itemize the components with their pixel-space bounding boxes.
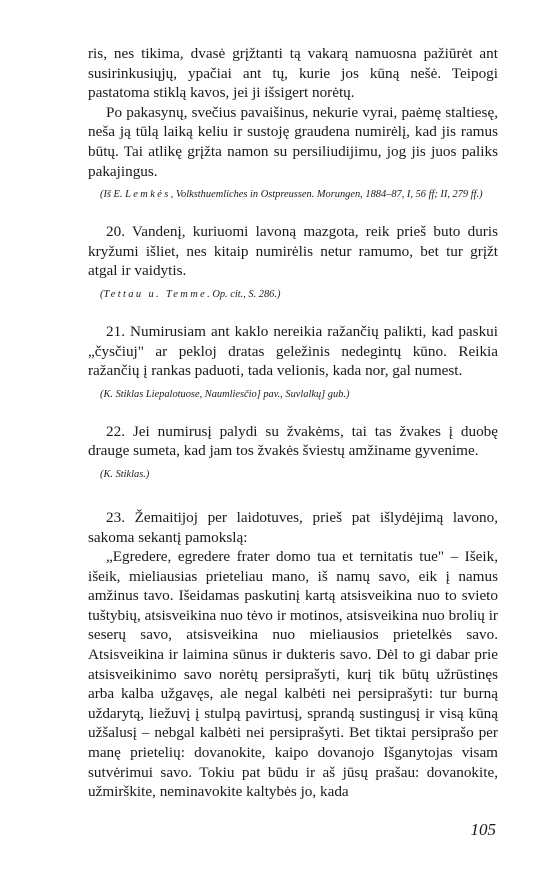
item-20: 20. Vandenį, kuriuomi lavoną mazgota, reik prieš buto duris kryžumi išliet, nes kitaip numirėlis netur ramumo, bet tur grįžt atgal ir vaidytis.	[88, 223, 498, 280]
source-citation-tettau	[88, 288, 498, 302]
item-23-sermon: „Egredere, egredere frater domo tua et ternitatis tue" – Išeik, išeik, mieliausias prieteliau mano, iš namų savo, eik į namus amžinus tavo. Išeidamas paskutinį kartą atsisveikina nuo to svieto tuštybių, atsisveikina nuo tėvo ir motinos, atsisveikina nuo brolių ir seserų savo, atsisveikina nuo mieliausios prietelkės savo. Atsisveikina ir laimina sūnus ir dukteris savo. Dėl to gi dabar prie atsisveikinimo savo norėtų persiprašyti, kurį tik būtų užrūstinęs arba kalba užgavęs, ale negal kalbėti nei persiprašyti: tur burną uždarytą, liežuvį į stulpą pavirtusį, sprandą sustingusį ir visą kūną užšalusį – nebgal kalbėti nei persiprašyti. Bet tiktai persiprašo per manę prietelių: dovanokite, kaipo dovanojo Išganytojas visam sutvėrimui savo. Tokiu pat būdu ir aš jūsų prašau: dovanokite, užmirškite, neminavokite kaltybės jo, kada	[88, 548, 498, 801]
item-22: 22. Jei numirusį palydi su žvakėms, tai tas žvakes į duobę draugе sumeta, kad jam tos žvakės šviestų amžiname gyvenime.	[88, 422, 498, 460]
citation-rest: , Volksthuemliches in Ostpreussen. Morungen, 1884–87, I, 56 ff; II, 279 ff.)	[170, 189, 483, 201]
source-citation-stiklas-short: (K. Stiklas.)	[100, 468, 150, 480]
citation-author: Lemkės	[125, 189, 171, 201]
citation-rest: . Op. cit., S. 286.)	[207, 288, 281, 300]
citation-authors: Tettau u. Temme	[103, 288, 208, 300]
page-number: 105	[470, 820, 496, 839]
paragraph-after-funeral: Po pakasynų, svečius pavaišinus, nekurie vyrai, paėmę staltiesę, neša ją tūlą laiką keliu ir sustoję graudena numirėlį, kad jis ramus būtų. Tai atlikę grįžta namon su persiliudijimu, jog jis juos paliks pakajingus.	[88, 103, 498, 180]
item-23: 23. Žemaitijoj per laidotuves, prieš pat išlydėjimą lavono, sakoma sekantį pamokslą:	[88, 508, 498, 546]
citation-prefix: (	[100, 288, 104, 300]
source-citation-lemke	[88, 188, 498, 202]
item-21: 21. Numirusiam ant kaklo nereikia ražančių palikti, kad paskui „čysčiuj" ar pekloj dratas geležinis nedegintų kūno. Reikia ražančių į rankas paduoti, tada velionis, kada nor, gal numest.	[88, 322, 498, 380]
paragraph-continuation: ris, nes tikima, dvasė grįžtanti tą vakarą namuosna pažiūrėt ant susirinkusiųjų, ypačiai ant tų, kurie jos kūną nešė. Teipogi pastatoma stiklą kavos, jei ji išsigert norėtų.	[88, 45, 498, 102]
citation-prefix: (Iš E.	[100, 189, 126, 201]
source-citation-stiklas: (K. Stiklas Liepalotuose, Naumliesčio] pav., Suvlalkų] gub.)	[100, 388, 350, 400]
